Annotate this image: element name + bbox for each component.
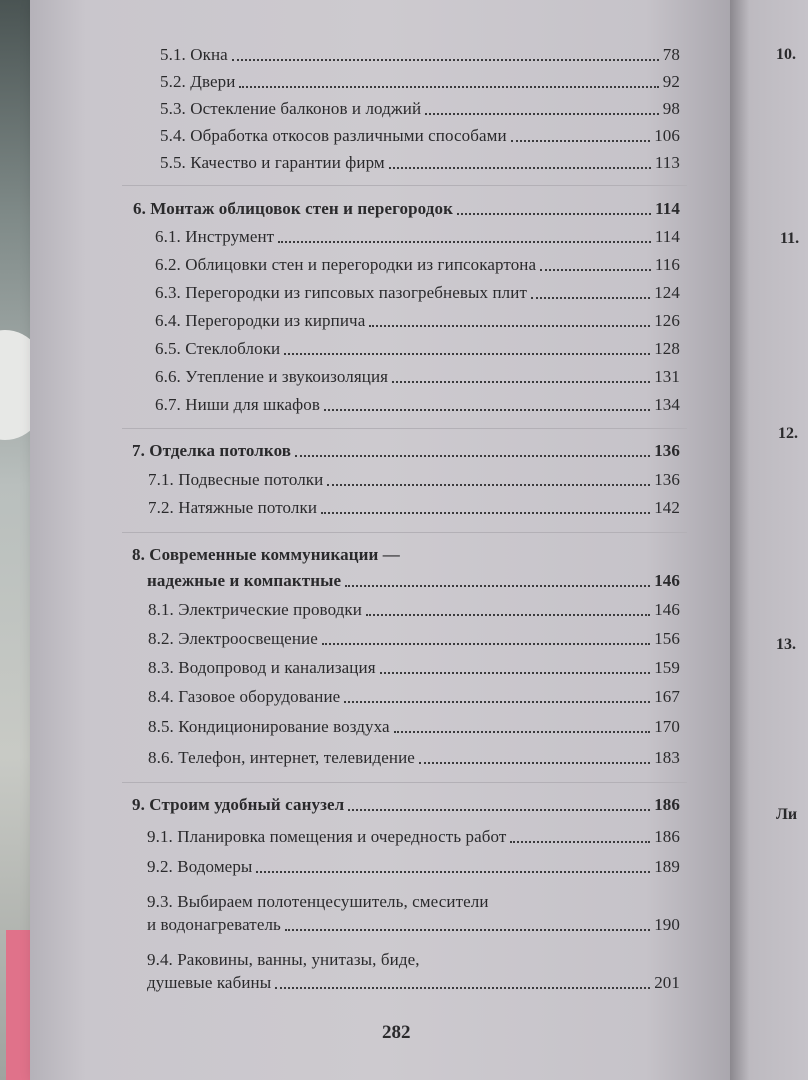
toc-entry: 6.5. Стеклоблоки 128	[155, 339, 680, 358]
toc-section-heading: 9. Строим удобный санузел 186	[132, 795, 680, 814]
toc-entry: 9.4. Раковины, ванны, унитазы, биде,	[147, 950, 420, 969]
toc-section-heading-continued: надежные и компактные 146	[147, 571, 680, 590]
right-page-fragment: 10.	[776, 46, 796, 63]
toc-entry: 9.3. Выбираем полотенцесушитель, смесители	[147, 892, 489, 911]
toc-entry-continued: и водонагреватель 190	[147, 915, 680, 934]
toc-section-heading: 7. Отделка потолков 136	[132, 441, 680, 460]
toc-entry: 8.2. Электроосвещение 156	[148, 629, 680, 648]
right-page-fragment: 11.	[780, 230, 800, 247]
toc-entry: 6.2. Облицовки стен и перегородки из гипсокартона 116	[155, 255, 680, 274]
section-divider	[122, 185, 687, 186]
toc-entry: 9.1. Планировка помещения и очередность работ 186	[147, 827, 680, 846]
toc-entry: 6.6. Утепление и звукоизоляция 131	[155, 367, 680, 386]
section-divider	[122, 428, 687, 429]
toc-entry: 5.1. Окна 78	[160, 45, 680, 64]
toc-entry: 6.7. Ниши для шкафов 134	[155, 395, 680, 414]
page-number: 282	[382, 1022, 411, 1043]
toc-entry: 7.1. Подвесные потолки 136	[148, 470, 680, 489]
section-divider	[122, 532, 687, 533]
toc-entry: 5.2. Двери 92	[160, 72, 680, 91]
toc-entry: 6.3. Перегородки из гипсовых пазогребневых плит 124	[155, 283, 680, 302]
toc-entry: 5.3. Остекление балконов и лоджий 98	[160, 99, 680, 118]
right-page-fragment: 12.	[778, 425, 798, 442]
right-page-fragment: Ли	[776, 806, 798, 823]
section-divider	[122, 782, 687, 783]
toc-entry: 8.4. Газовое оборудование 167	[148, 687, 680, 706]
toc-entry: 8.1. Электрические проводки 146	[148, 600, 680, 619]
toc-entry-continued: душевые кабины 201	[147, 973, 680, 992]
toc-entry: 5.4. Обработка откосов различными способами 106	[160, 126, 680, 145]
toc-entry: 8.6. Телефон, интернет, телевидение 183	[148, 748, 680, 767]
right-page-fragment: 13.	[776, 636, 796, 653]
toc-entry: 5.5. Качество и гарантии фирм 113	[160, 153, 680, 172]
toc-entry: 6.1. Инструмент 114	[155, 227, 680, 246]
toc-entry: 7.2. Натяжные потолки 142	[148, 498, 680, 517]
toc-entry: 8.5. Кондиционирование воздуха 170	[148, 717, 680, 736]
toc-section-heading: 8. Современные коммуникации —	[132, 545, 400, 564]
toc-entry: 6.4. Перегородки из кирпича 126	[155, 311, 680, 330]
toc-entry: 8.3. Водопровод и канализация 159	[148, 658, 680, 677]
toc-section-heading: 6. Монтаж облицовок стен и перегородок 114	[133, 199, 680, 218]
toc-entry: 9.2. Водомеры 189	[147, 857, 680, 876]
